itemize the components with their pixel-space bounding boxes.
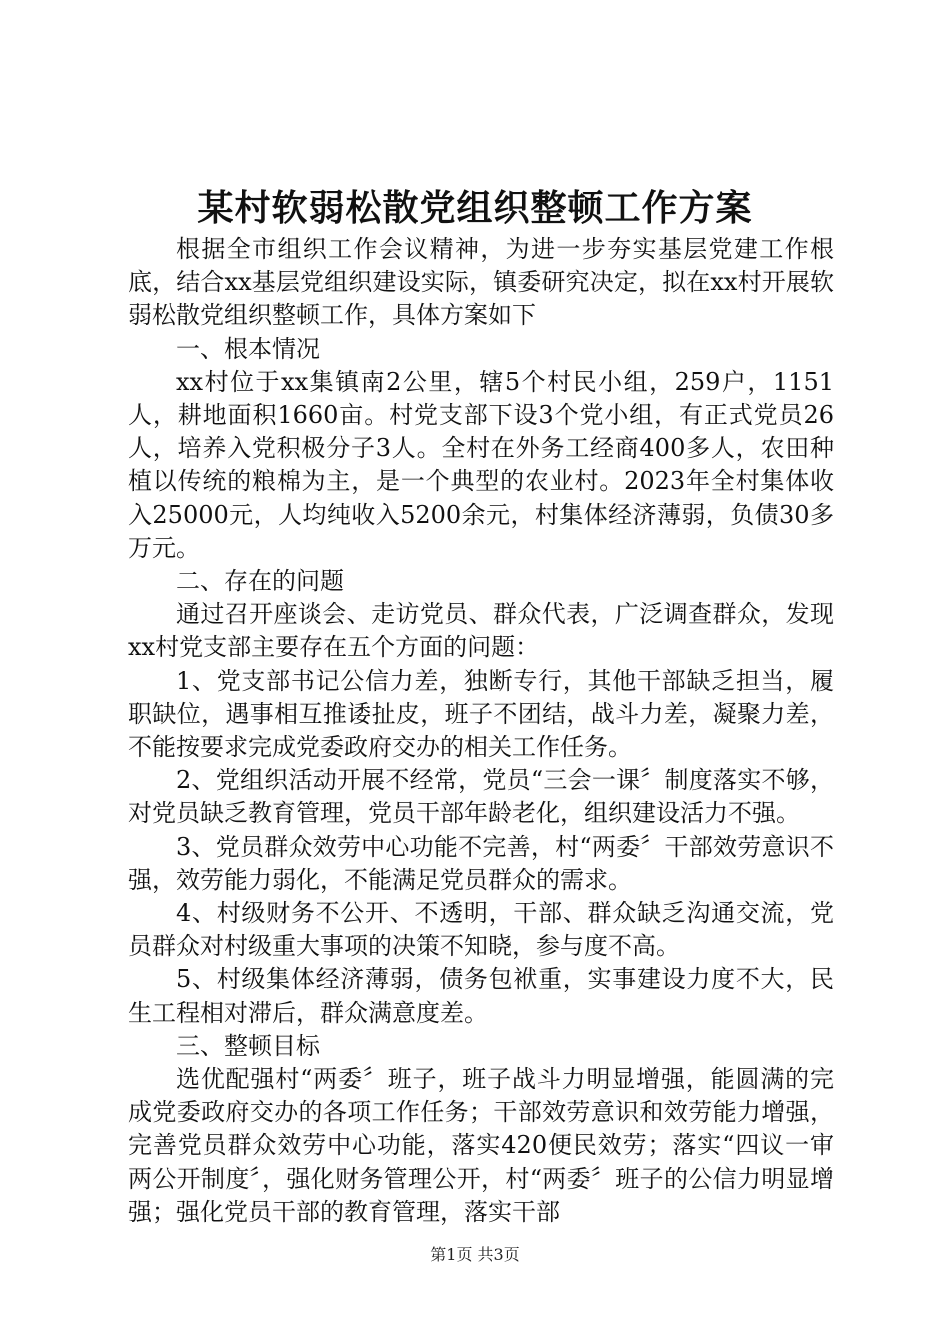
problem-item-2: 2、党组织活动开展不经常，党员“三会一课〞制度落实不够，对党员缺乏教育管理，党员干部年龄老化，组织建设活力不强。 xyxy=(128,766,834,828)
problem-item-5: 5、村级集体经济薄弱，债务包袱重，实事建设力度不大，民生工程相对滞后，群众满意度差。 xyxy=(128,965,834,1027)
intro-paragraph: 根据全市组织工作会议精神，为进一步夯实基层党建工作根底，结合xx基层党组织建设实际，镇委研究决定，拟在xx村开展软弱松散党组织整顿工作，具体方案如下 xyxy=(128,235,834,330)
section-heading-goals: 三、整顿目标 xyxy=(176,1031,320,1060)
basic-situation-paragraph: xx村位于xx集镇南2公里，辖5个村民小组，259户，1151人，耕地面积1660亩。村党支部下设3个党小组，有正式党员26人，培养入党积极分子3人。全村在外务工经商400多人，农田种植以传统的粮棉为主，是一个典型的农业村。2023年全村集体收入25000元，人均纯收入5200余元，村集体经济薄弱，负债30多万元。 xyxy=(128,367,834,562)
document-title: 某村软弱松散党组织整顿工作方案 xyxy=(197,187,753,229)
page-footer: 第1页 共3页 xyxy=(430,1245,520,1264)
problem-item-4: 4、村级财务不公开、不透明，干部、群众缺乏沟通交流，党员群众对村级重大事项的决策不知晓，参与度不高。 xyxy=(128,899,834,961)
section-heading-problems: 二、存在的问题 xyxy=(176,567,344,596)
goals-paragraph: 选优配强村“两委〞班子，班子战斗力明显增强，能圆满的完成党委政府交办的各项工作任务；干部效劳意识和效劳能力增强，完善党员群众效劳中心功能，落实420便民效劳；落实“四议一审两公开制度〞，强化财务管理公开，村“两委〞班子的公信力明显增强；强化党员干部的教育管理，落实干部 xyxy=(128,1065,834,1226)
document-body xyxy=(128,233,834,1229)
problems-intro-paragraph: 通过召开座谈会、走访党员、群众代表，广泛调查群众，发现xx村党支部主要存在五个方面的问题： xyxy=(128,600,834,662)
section-heading-basic-situation: 一、根本情况 xyxy=(176,334,320,363)
problem-item-1: 1、党支部书记公信力差，独断专行，其他干部缺乏担当，履职缺位，遇事相互推诿扯皮，班子不团结，战斗力差，凝聚力差，不能按要求完成党委政府交办的相关工作任务。 xyxy=(128,666,834,762)
problem-item-3: 3、党员群众效劳中心功能不完善，村“两委〞干部效劳意识不强，效劳能力弱化，不能满足党员群众的需求。 xyxy=(128,832,834,894)
